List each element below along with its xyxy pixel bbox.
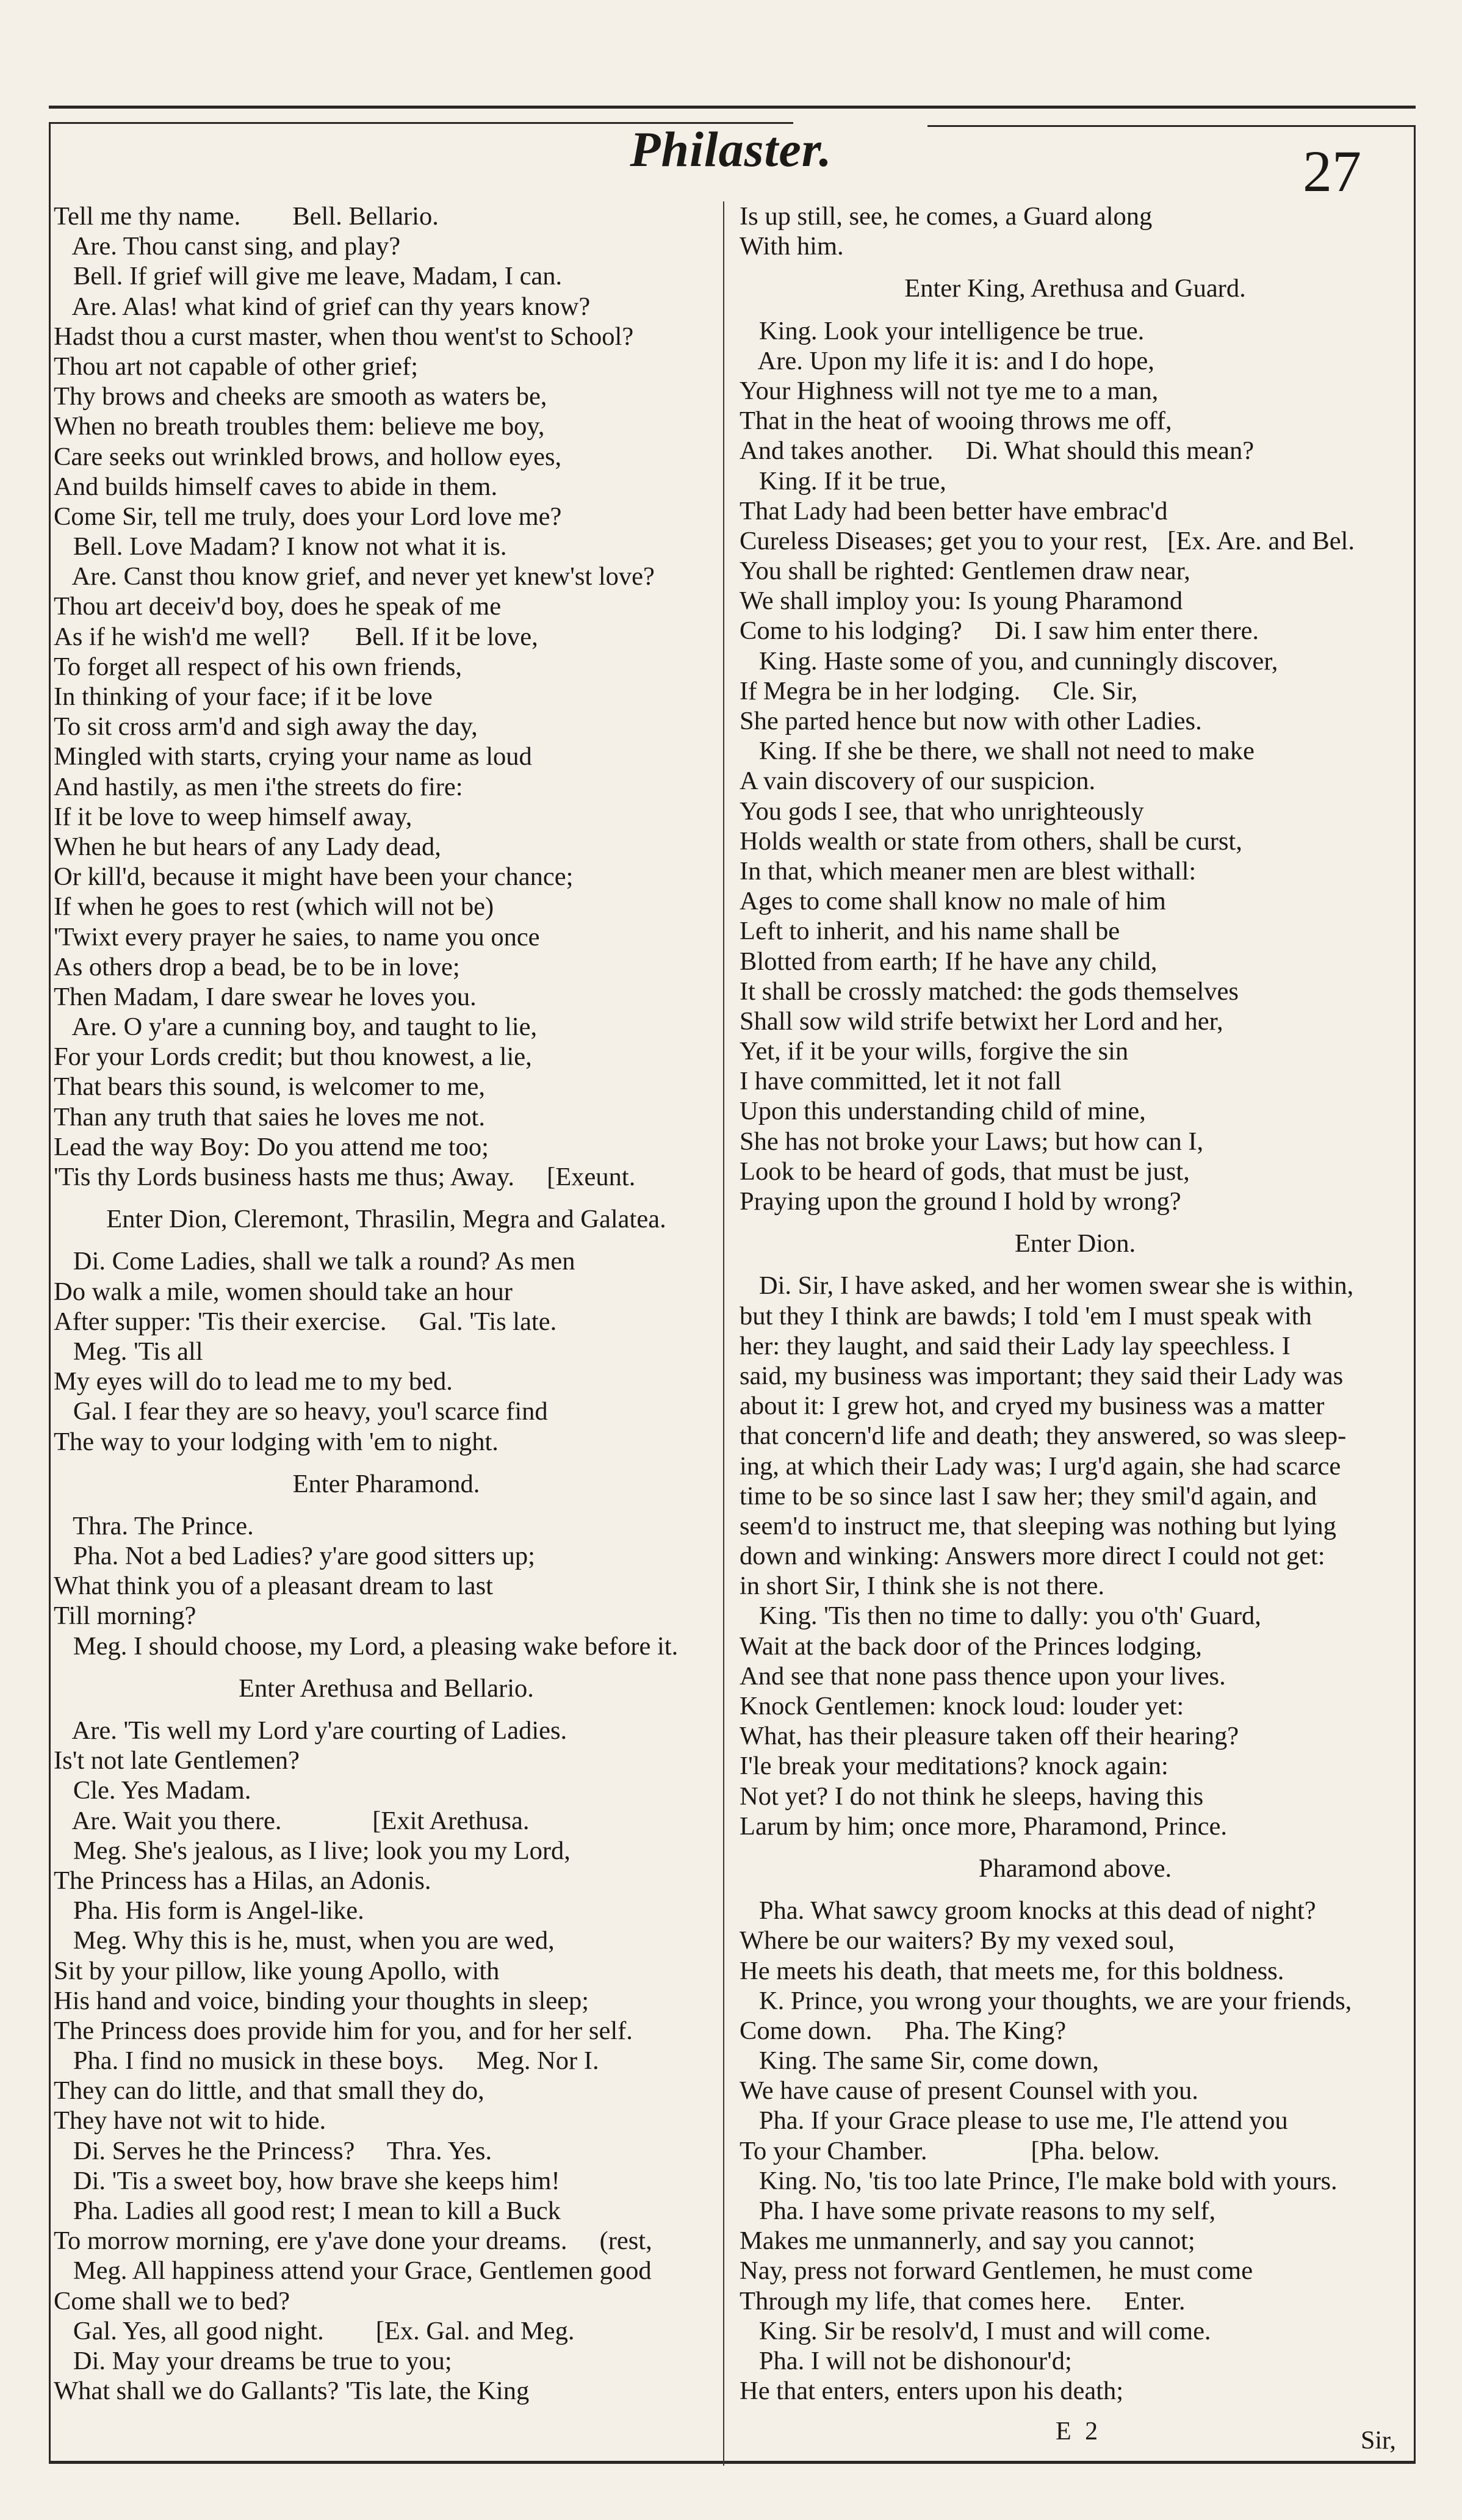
text-line: 'Twixt every prayer he saies, to name you once	[54, 922, 540, 951]
text-line: It shall be crossly matched: the gods themselves	[740, 977, 1239, 1006]
text-line: What think you of a pleasant dream to last	[54, 1572, 493, 1601]
text-line: Thra. The Prince.	[54, 1511, 254, 1540]
text-line: In thinking of your face; if it be love	[54, 682, 433, 711]
text-line: To sit cross arm'd and sigh away the day,	[54, 712, 478, 742]
text-line: Blotted from earth; If he have any child,	[740, 947, 1158, 976]
text-line: Thou art deceiv'd boy, does he speak of me	[54, 592, 502, 621]
text-line: Lead the way Boy: Do you attend me too;	[54, 1132, 489, 1161]
text-line: Nay, press not forward Gentlemen, he must come	[740, 2256, 1253, 2286]
text-line: Di. 'Tis a sweet boy, how brave she keeps him!	[54, 2166, 560, 2195]
text-line: And hastily, as men i'the streets do fire:	[54, 772, 463, 801]
text-line: Or kill'd, because it might have been your chance;	[54, 862, 574, 892]
text-line: As others drop a bead, be to be in love;	[54, 952, 460, 981]
text-line: K. Prince, you wrong your thoughts, we are your friends,	[740, 1986, 1352, 2015]
text-line: Till morning?	[54, 1601, 196, 1631]
text-line: Are. O y'are a cunning boy, and taught to lie,	[54, 1013, 538, 1042]
text-line: Do walk a mile, women should take an hour	[54, 1277, 513, 1306]
text-line: Are. Upon my life it is: and I do hope,	[740, 346, 1154, 375]
text-line: King. If it be true,	[740, 466, 946, 496]
text-line: After supper: 'Tis their exercise. Gal. 'Tis late.	[54, 1307, 557, 1336]
text-line: To morrow morning, ere y'ave done your dreams. (rest,	[54, 2226, 652, 2256]
text-line: When he but hears of any Lady dead,	[54, 832, 441, 861]
text-line: Meg. I should choose, my Lord, a pleasing wake before it.	[54, 1631, 679, 1661]
text-line: Than any truth that saies he loves me not.	[54, 1102, 485, 1132]
text-line: Meg. All happiness attend your Grace, Gentlemen good	[54, 2256, 652, 2286]
text-line: King. If she be there, we shall not need to make	[740, 737, 1255, 766]
text-line: Makes me unmannerly, and say you cannot;	[740, 2226, 1195, 2256]
text-line: Pha. I find no musick in these boys. Meg. Nor I.	[54, 2046, 599, 2076]
bottom-rule	[49, 2461, 1416, 2464]
text-line: King. 'Tis then no time to dally: you o'th' Guard,	[740, 1601, 1261, 1631]
text-line: As if he wish'd me well? Bell. If it be love,	[54, 622, 538, 651]
text-line: Sit by your pillow, like young Apollo, with	[54, 1956, 500, 1985]
text-line: He meets his death, that meets me, for this boldness.	[740, 1956, 1284, 1985]
text-line: Meg. 'Tis all	[54, 1337, 203, 1366]
text-line: Larum by him; once more, Pharamond, Prince.	[740, 1811, 1228, 1841]
text-line: The way to your lodging with 'em to night.	[54, 1427, 499, 1456]
text-line: Di. Sir, I have asked, and her women swear she is within,	[740, 1271, 1354, 1301]
text-line: Is up still, see, he comes, a Guard along	[740, 202, 1153, 231]
text-line: Your Highness will not tye me to a man,	[740, 376, 1159, 405]
text-line: He that enters, enters upon his death;	[740, 2377, 1124, 2406]
text-line: What shall we do Gallants? 'Tis late, the King	[54, 2377, 530, 2406]
text-line: Di. May your dreams be true to you;	[54, 2346, 452, 2375]
text-line: Mingled with starts, crying your name as loud	[54, 742, 532, 771]
text-line: Are. Alas! what kind of grief can thy years know?	[54, 292, 591, 321]
text-line: Look to be heard of gods, that must be just,	[740, 1157, 1190, 1186]
text-line: In that, which meaner men are blest withall:	[740, 856, 1197, 886]
text-line: her: they laught, and said their Lady lay speechless. I	[740, 1331, 1291, 1360]
text-line: The Princess does provide him for you, and for her self.	[54, 2016, 633, 2045]
text-line: Where be our waiters? By my vexed soul,	[740, 1926, 1175, 1955]
text-line: said, my business was important; they said their Lady was	[740, 1361, 1344, 1390]
running-head: Philaster.	[630, 121, 832, 177]
text-line: To forget all respect of his own friends,	[54, 652, 462, 681]
right-frame-rule	[1414, 125, 1416, 2463]
text-line: Pha. Not a bed Ladies? y'are good sitters up;	[54, 1542, 535, 1571]
text-line: Not yet? I do not think he sleeps, having this	[740, 1782, 1204, 1811]
text-line: Pha. Ladies all good rest; I mean to kill a Buck	[54, 2197, 561, 2225]
text-line: Thou art not capable of other grief;	[54, 352, 419, 381]
text-line: Pha. I have some private reasons to my self,	[740, 2197, 1216, 2225]
text-line: seem'd to instruct me, that sleeping was nothing but lying	[740, 1511, 1336, 1540]
text-line: His hand and voice, binding your thoughts in sleep;	[54, 1986, 589, 2015]
text-line: When no breath troubles them: believe me boy,	[54, 412, 545, 441]
text-line: And takes another. Di. What should this mean?	[740, 436, 1255, 466]
signature-mark: E 2	[1056, 2417, 1102, 2446]
text-line: You gods I see, that who unrighteously	[740, 796, 1144, 826]
text-line: Upon this understanding child of mine,	[740, 1097, 1146, 1126]
text-line: Bell. Love Madam? I know not what it is.	[54, 532, 507, 561]
text-line: We have cause of present Counsel with you.	[740, 2076, 1198, 2106]
text-line: That Lady had been better have embrac'd	[740, 496, 1168, 525]
page-number: 27	[1303, 139, 1361, 204]
stage-direction: Enter Dion, Cleremont, Thrasilin, Megra and Galatea.	[106, 1205, 666, 1234]
text-line: She has not broke your Laws; but how can I,	[740, 1127, 1204, 1156]
text-line: Are. Thou canst sing, and play?	[54, 232, 401, 261]
right-text-column	[740, 201, 1411, 2406]
stage-direction: Enter Pharamond.	[292, 1469, 480, 1498]
text-line: That bears this sound, is welcomer to me,	[54, 1072, 485, 1102]
text-line: down and winking: Answers more direct I could not get:	[740, 1542, 1325, 1571]
text-line: A vain discovery of our suspicion.	[740, 767, 1096, 796]
text-line: The Princess has a Hilas, an Adonis.	[54, 1866, 431, 1895]
text-line: Then Madam, I dare swear he loves you.	[54, 982, 477, 1011]
text-line: Through my life, that comes here. Enter.	[740, 2286, 1186, 2316]
text-line: My eyes will do to lead me to my bed.	[54, 1367, 453, 1396]
text-line: She parted hence but now with other Ladies.	[740, 707, 1202, 735]
text-line: Gal. Yes, all good night. [Ex. Gal. and Meg.	[54, 2316, 575, 2345]
text-line: They can do little, and that small they do,	[54, 2076, 484, 2106]
text-line: We shall imploy you: Is young Pharamond	[740, 587, 1183, 616]
text-line: Come Sir, tell me truly, does your Lord love me?	[54, 502, 562, 531]
text-line: Meg. Why this is he, must, when you are wed,	[54, 1926, 555, 1955]
text-line: time to be so since last I saw her; they smil'd again, and	[740, 1481, 1317, 1511]
stage-direction: Enter King, Arethusa and Guard.	[904, 274, 1246, 303]
text-line: Cle. Yes Madam.	[54, 1776, 251, 1805]
text-line: about it: I grew hot, and cryed my business was a matter	[740, 1392, 1325, 1421]
left-frame-rule	[49, 122, 51, 2463]
text-line: Pha. I will not be dishonour'd;	[740, 2346, 1072, 2375]
text-line: Meg. She's jealous, as I live; look you my Lord,	[54, 1836, 571, 1865]
text-line: Wait at the back door of the Princes lodging,	[740, 1631, 1202, 1661]
text-line: Come down. Pha. The King?	[740, 2016, 1067, 2045]
text-line: Ages to come shall know no male of him	[740, 887, 1166, 916]
text-line: Di. Come Ladies, shall we talk a round? As men	[54, 1247, 575, 1276]
top-rule	[49, 106, 1416, 109]
text-line: Praying upon the ground I hold by wrong?	[740, 1187, 1181, 1216]
column-divider	[723, 201, 724, 2466]
text-line: Hadst thou a curst master, when thou went'st to School?	[54, 322, 634, 351]
text-line: Cureless Diseases; get you to your rest, [Ex. Are. and Bel.	[740, 526, 1355, 555]
text-line: If Megra be in her lodging. Cle. Sir,	[740, 676, 1138, 706]
text-line: King. Haste some of you, and cunningly discover,	[740, 646, 1278, 676]
text-line: For your Lords credit; but thou knowest, a lie,	[54, 1042, 532, 1072]
text-line: Are. Wait you there. [Exit Arethusa.	[54, 1806, 530, 1835]
text-line: that concern'd life and death; they answered, so was sleep-	[740, 1421, 1347, 1451]
text-line: If it be love to weep himself away,	[54, 802, 412, 831]
text-line: What, has their pleasure taken off their hearing?	[740, 1722, 1239, 1751]
text-line: King. Sir be resolv'd, I must and will come.	[740, 2316, 1211, 2345]
text-line: Pha. His form is Angel-like.	[54, 1896, 364, 1926]
text-line: Holds wealth or state from others, shall be curst,	[740, 826, 1242, 856]
text-line: Are. Canst thou know grief, and never yet knew'st love?	[54, 562, 655, 591]
left-text-column	[54, 201, 719, 2406]
text-line: Di. Serves he the Princess? Thra. Yes.	[54, 2136, 492, 2165]
text-line: Bell. If grief will give me leave, Madam, I can.	[54, 262, 563, 291]
text-line: With him.	[740, 232, 844, 261]
text-line: Pha. If your Grace please to use me, I'le attend you	[740, 2106, 1288, 2136]
text-line: Is't not late Gentlemen?	[54, 1746, 300, 1775]
text-line: I have committed, let it not fall	[740, 1067, 1062, 1096]
text-line: 'Tis thy Lords business hasts me thus; Away. [Exeunt.	[54, 1163, 636, 1191]
text-line: Left to inherit, and his name shall be	[740, 917, 1120, 946]
text-line: Pha. What sawcy groom knocks at this dead of night?	[740, 1896, 1316, 1926]
text-line: Gal. I fear they are so heavy, you'l scarce find	[54, 1397, 548, 1426]
text-line: Shall sow wild strife betwixt her Lord and her,	[740, 1006, 1223, 1036]
text-line: Tell me thy name. Bell. Bellario.	[54, 202, 439, 231]
text-line: Knock Gentlemen: knock loud: louder yet:	[740, 1692, 1184, 1720]
text-line: And see that none pass thence upon your lives.	[740, 1661, 1226, 1691]
text-line: To your Chamber. [Pha. below.	[740, 2136, 1160, 2165]
text-line: That in the heat of wooing throws me off,	[740, 406, 1172, 436]
stage-direction: Enter Arethusa and Bellario.	[239, 1673, 534, 1703]
text-line: Thy brows and cheeks are smooth as waters be,	[54, 382, 547, 411]
stage-direction: Pharamond above.	[978, 1854, 1172, 1883]
text-line: If when he goes to rest (which will not be)	[54, 892, 494, 922]
text-line: but they I think are bawds; I told 'em I must speak with	[740, 1301, 1312, 1330]
text-line: in short Sir, I think she is not there.	[740, 1572, 1104, 1601]
stage-direction: Enter Dion.	[1014, 1229, 1136, 1258]
text-line: King. Look your intelligence be true.	[740, 316, 1145, 345]
text-line: Yet, if it be your wills, forgive the sin	[740, 1037, 1129, 1066]
text-line: Care seeks out wrinkled brows, and hollow eyes,	[54, 442, 562, 471]
text-line: They have not wit to hide.	[54, 2106, 326, 2136]
text-line: Are. 'Tis well my Lord y'are courting of Ladies.	[54, 1716, 567, 1745]
text-line: And builds himself caves to abide in them.	[54, 472, 498, 501]
text-line: ing, at which their Lady was; I urg'd again, she had scarce	[740, 1451, 1341, 1481]
text-line: Come to his lodging? Di. I saw him enter there.	[740, 616, 1259, 646]
text-line: You shall be righted: Gentlemen draw near,	[740, 557, 1190, 586]
text-line: King. No, 'tis too late Prince, I'le make bold with yours.	[740, 2166, 1338, 2195]
text-line: King. The same Sir, come down,	[740, 2046, 1099, 2076]
text-line: Come shall we to bed?	[54, 2286, 290, 2316]
text-line: I'le break your meditations? knock again:	[740, 1752, 1169, 1781]
catchword: Sir,	[1361, 2427, 1396, 2455]
